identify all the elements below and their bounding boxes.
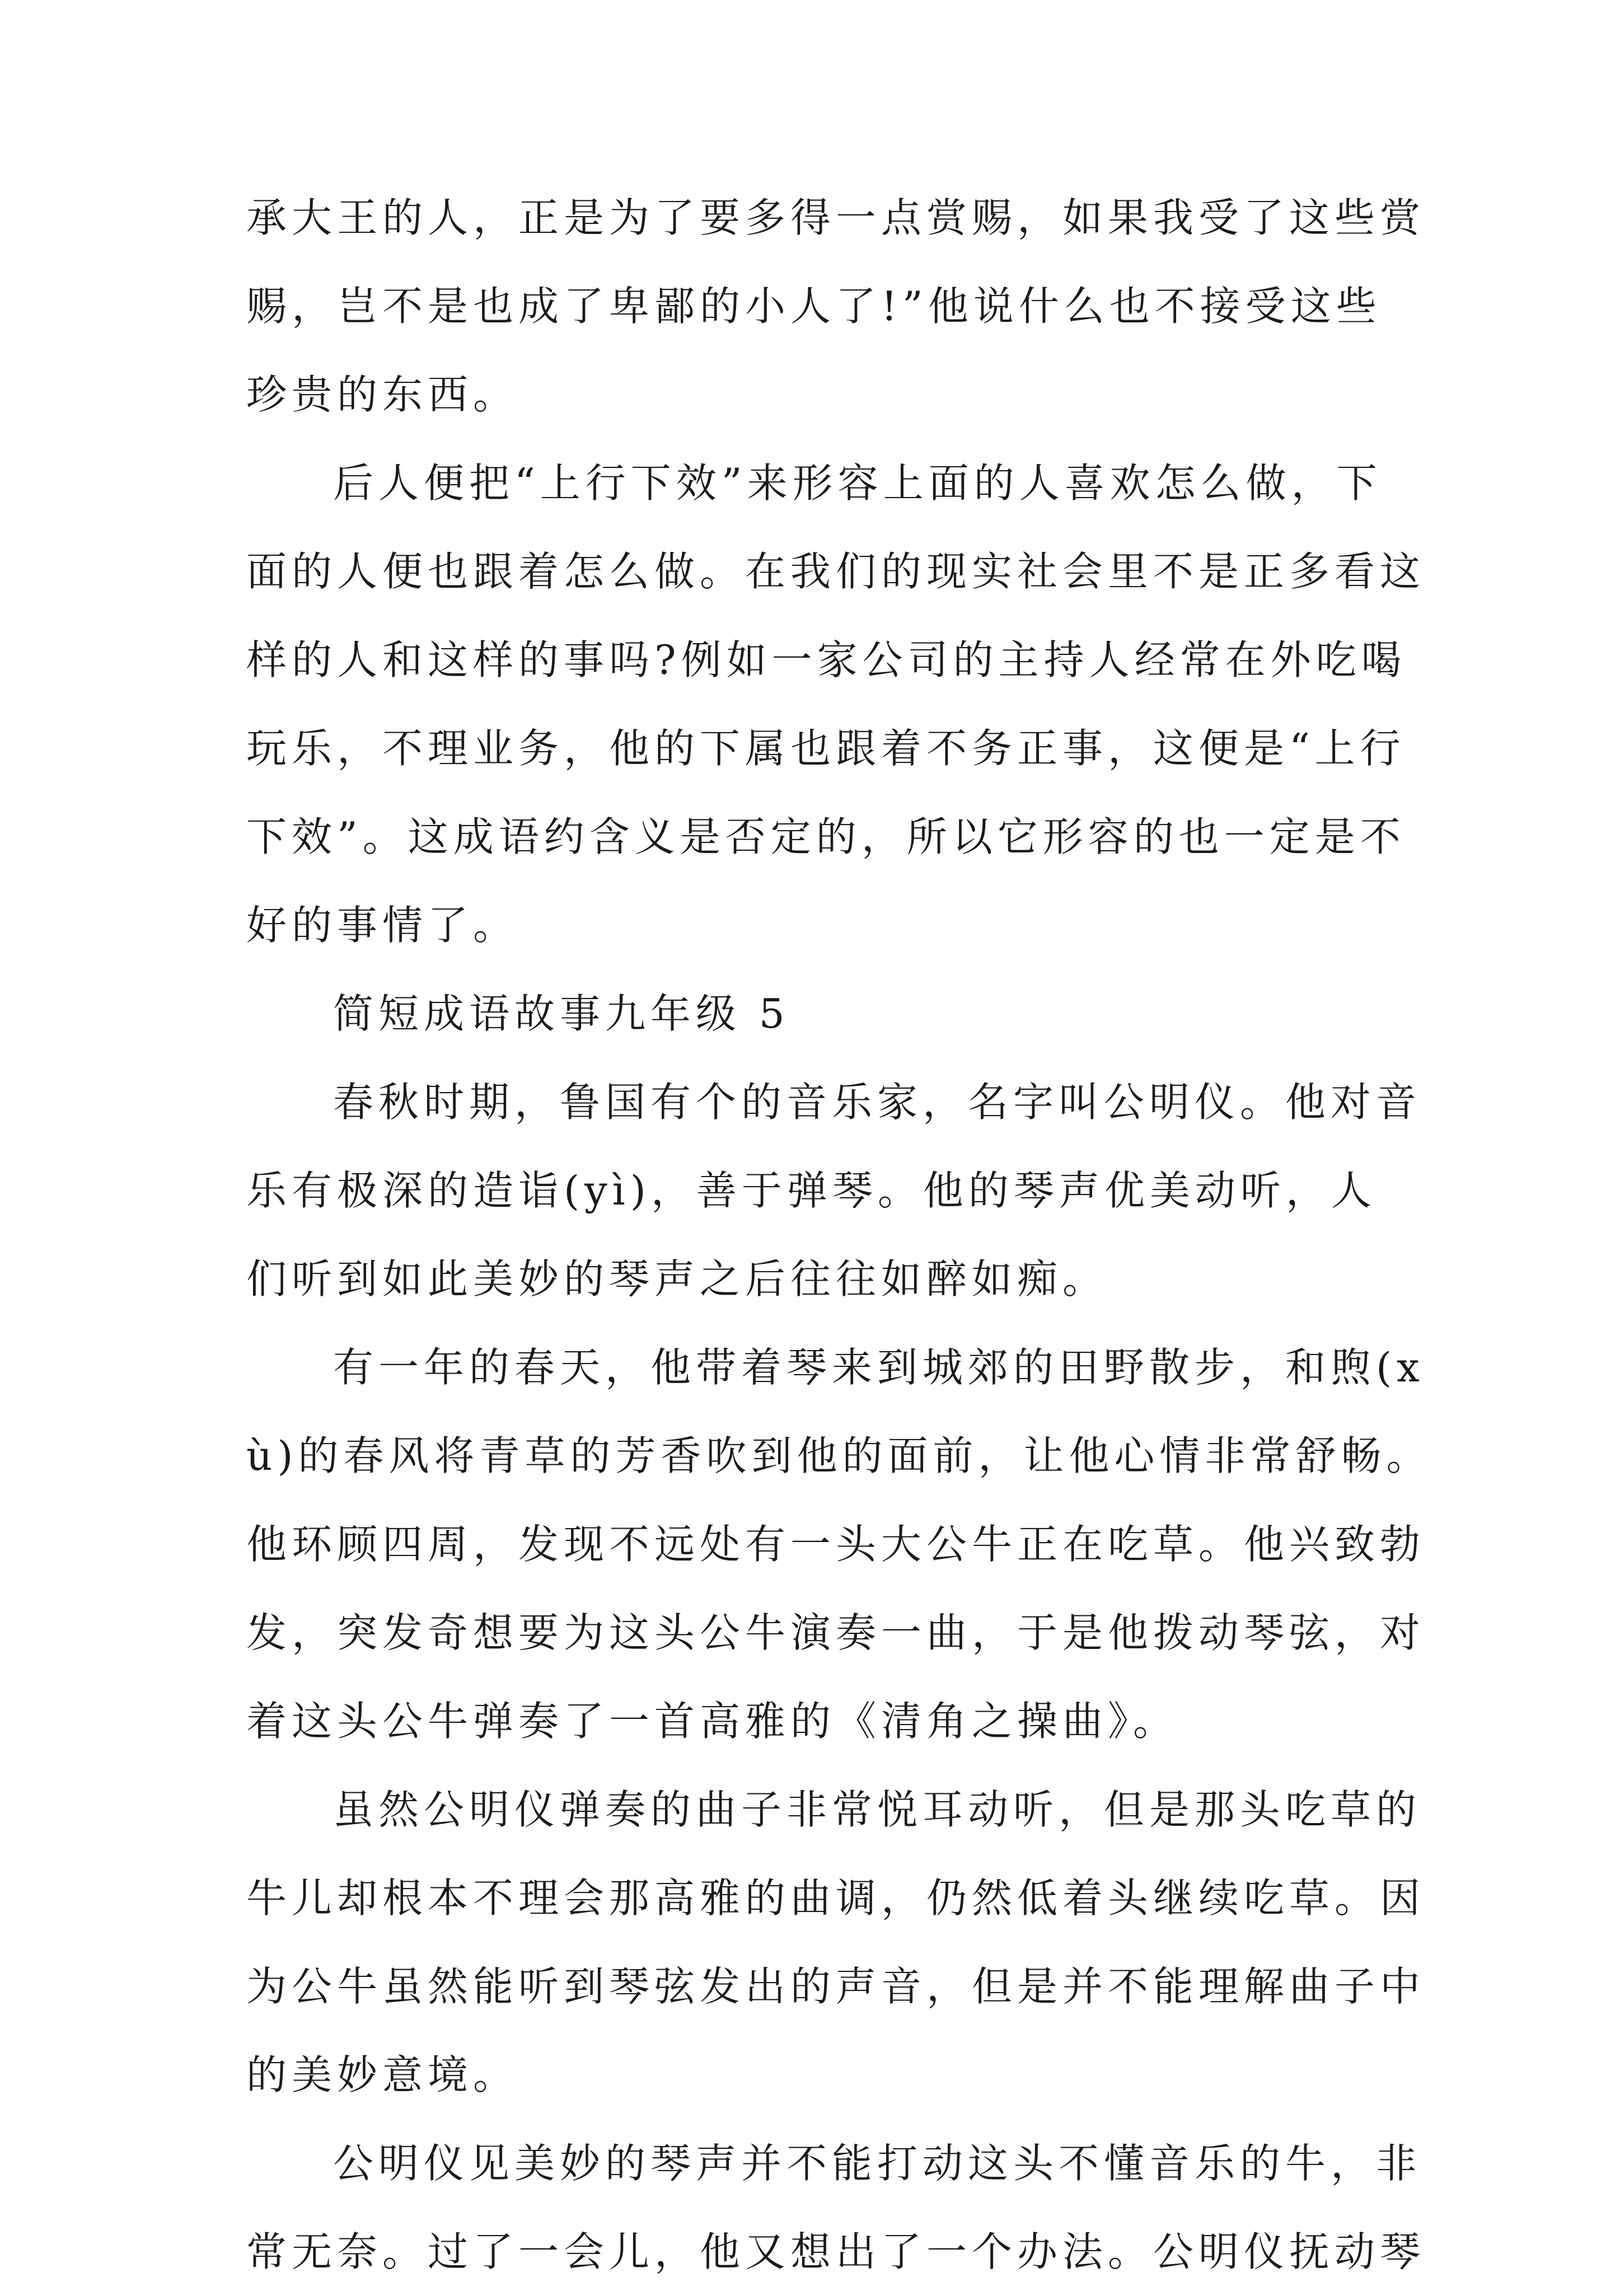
text-line: 赐，岂不是也成了卑鄙的小人了!”他说什么也不接受这些 (246, 283, 1382, 330)
text-line: 乐有极深的造诣(yì)，善于弹琴。他的琴声优美动听，人 (246, 1167, 1376, 1214)
text-line: 春秋时期，鲁国有个的音乐家，名字叫公明仪。他对音 (333, 1079, 1422, 1126)
text-line: 着这头公牛弹奏了一首高雅的《清角之操曲》。 (246, 1698, 1179, 1745)
text-line: ù)的春风将青草的芳香吹到他的面前，让他心情非常舒畅。 (246, 1432, 1432, 1479)
text-line: 公明仪见美妙的琴声并不能打动这头不懂音乐的牛，非 (333, 2140, 1422, 2187)
text-line: 的美妙意境。 (246, 2051, 519, 2098)
text-line: 为公牛虽然能听到琴弦发出的声音，但是并不能理解曲子中 (246, 1963, 1426, 2010)
text-line: 后人便把“上行下效”来形容上面的人喜欢怎么做，下 (333, 460, 1382, 507)
text-line: 玩乐，不理业务，他的下属也跟着不务正事，这便是“上行 (246, 725, 1406, 772)
text-line: 有一年的春天，他带着琴来到城郊的田野散步，和煦(x (333, 1344, 1425, 1391)
text-line: 们听到如此美妙的琴声之后往往如醉如痴。 (246, 1255, 1108, 1302)
text-line: 牛儿却根本不理会那高雅的曲调，仍然低着头继续吃草。因 (246, 1875, 1426, 1922)
text-line: 样的人和这样的事吗?例如一家公司的主持人经常在外吃喝 (246, 636, 1407, 683)
text-line: 他环顾四周，发现不远处有一头大公牛正在吃草。他兴致勃 (246, 1521, 1426, 1568)
text-line: 发，突发奇想要为这头公牛演奏一曲，于是他拨动琴弦，对 (246, 1609, 1426, 1656)
text-line: 承大王的人，正是为了要多得一点赏赐，如果我受了这些赏 (246, 194, 1426, 241)
text-line: 好的事情了。 (246, 902, 519, 949)
text-line: 虽然公明仪弹奏的曲子非常悦耳动听，但是那头吃草的 (333, 1786, 1422, 1833)
text-line: 珍贵的东西。 (246, 371, 519, 418)
text-line: 常无奈。过了一会儿，他又想出了一个办法。公明仪抚动琴 (246, 2228, 1426, 2275)
text-line: 下效”。这成语约含义是否定的，所以它形容的也一定是不 (246, 813, 1406, 860)
text-line: 面的人便也跟着怎么做。在我们的现实社会里不是正多看这 (246, 548, 1426, 595)
section-heading: 简短成语故事九年级 5 (333, 990, 790, 1037)
